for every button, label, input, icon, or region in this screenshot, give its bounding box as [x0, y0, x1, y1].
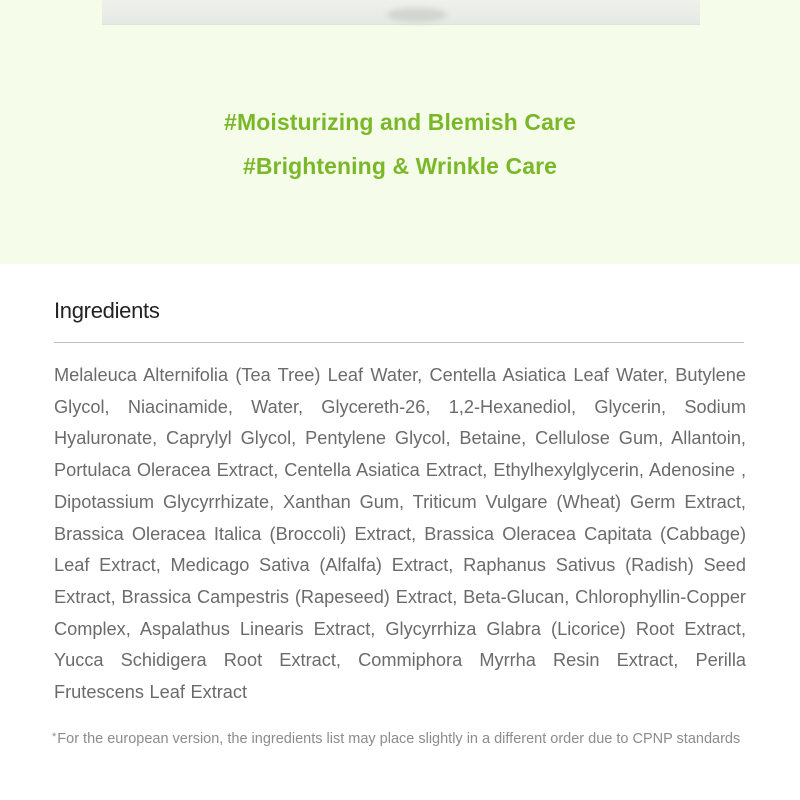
ingredients-heading: Ingredients: [54, 298, 160, 323]
cpnp-footnote: [52, 731, 772, 747]
ingredients-list: Melaleuca Alternifolia (Tea Tree) Leaf Water, Centella Asiatica Leaf Water, Butylene Glycol, Niacinamide, Water, Glycereth-26, 1,2-Hexanediol, Glycerin, Sodium Hyaluronate, Caprylyl Glycol, Pentylene Glycol, Betaine, Cellulose Gum, Allantoin, Portulaca Oleracea Extract, Centella Asiatica Extract, Ethylhexylglycerin, Adenosine , Dipotassium Glycyrrhizate, Xanthan Gum, Triticum Vulgare (Wheat) Germ Extract, Brassica Oleracea Italica (Broccoli) Extract, Brassica Oleracea Capitata (Cabbage) Leaf Extract, Medicago Sativa (Alfalfa) Extract, Raphanus Sativus (Radish) Seed Extract, Brassica Campestris (Rapeseed) Extract, Beta-Glucan, Chlorophyllin-Copper Complex, Aspalathus Linearis Extract, Glycyrrhiza Glabra (Licorice) Root Extract, Yucca Schidigera Root Extract, Commiphora Myrrha Resin Extract, Perilla Frutescens Leaf Extract: [54, 365, 746, 703]
ingredients-divider: [54, 342, 744, 343]
hashtag-moisturizing: #Moisturizing and Blemish Care: [224, 109, 576, 135]
footnote-text: For the european version, the ingredients list may place slightly in a different order due to CPNP standards: [57, 731, 741, 747]
hero-banner: [0, 0, 800, 264]
hashtag-brightening: #Brightening & Wrinkle Care: [242, 153, 558, 179]
product-image-bottom-edge: [102, 0, 700, 25]
footnote-asterisk: *: [52, 731, 57, 743]
product-image-shadow: [387, 8, 447, 22]
